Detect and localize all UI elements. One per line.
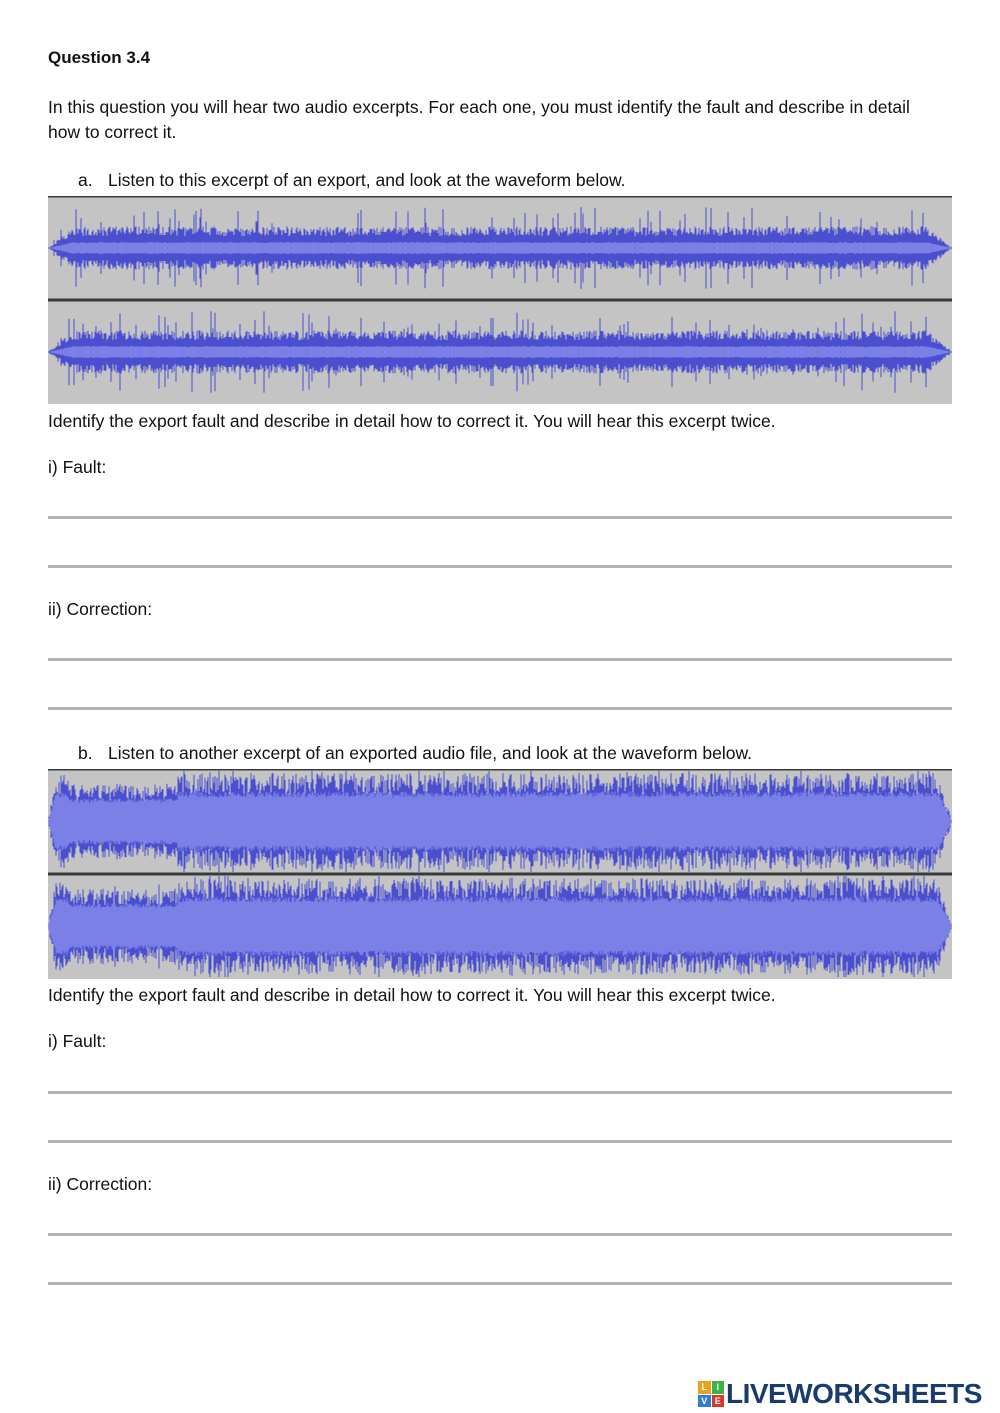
part-b-correction-label: ii) Correction: [48,1174,153,1194]
part-a-fault-label: i) Fault: [48,457,107,477]
part-b-fault-answer-line-1[interactable] [48,1091,952,1094]
part-a-heading-text: Listen to this excerpt of an export, and look at the waveform below. [108,170,626,190]
logo-text: LIVEWORKSHEETS [726,1378,982,1409]
part-a-correction-label: ii) Correction: [48,599,153,619]
waveform-channel-divider [48,873,952,876]
part-b-heading [78,743,752,764]
part-a-letter: a. [78,170,93,190]
waveform-channel-divider [48,299,952,302]
waveform-top-border [48,196,952,198]
part-b-correction-answer-line-2[interactable] [48,1282,952,1285]
part-a-correction-answer-line-1[interactable] [48,658,952,661]
part-a-fault-answer-line-2[interactable] [48,565,952,568]
waveform-b-svg [48,769,952,979]
question-title: Question 3.4 [48,48,151,67]
part-a-fault-answer-line-1[interactable] [48,516,952,519]
part-b-waveform [48,769,952,979]
part-b-instruction: Identify the export fault and describe in detail how to correct it. You will hear this excerpt twice. [48,985,776,1005]
waveform-a-svg [48,196,952,404]
part-b-fault-answer-line-2[interactable] [48,1140,952,1143]
part-a-heading [78,170,626,191]
part-a-waveform [48,196,952,404]
liveworksheets-logo[interactable] [698,1378,982,1410]
part-b-fault-label: i) Fault: [48,1031,107,1051]
waveform-top-border [48,769,952,771]
liveworksheets-logo-icon: L I V E [698,1381,724,1407]
part-a-correction-answer-line-2[interactable] [48,707,952,710]
part-a-instruction: Identify the export fault and describe in detail how to correct it. You will hear this excerpt twice. [48,411,776,431]
part-b-correction-answer-line-1[interactable] [48,1233,952,1236]
part-b-heading-text: Listen to another excerpt of an exported audio file, and look at the waveform below. [108,743,753,763]
part-b-letter: b. [78,743,93,763]
question-intro: In this question you will hear two audio excerpts. For each one, you must identify the fault and describe in detail how to correct it. [48,97,910,142]
